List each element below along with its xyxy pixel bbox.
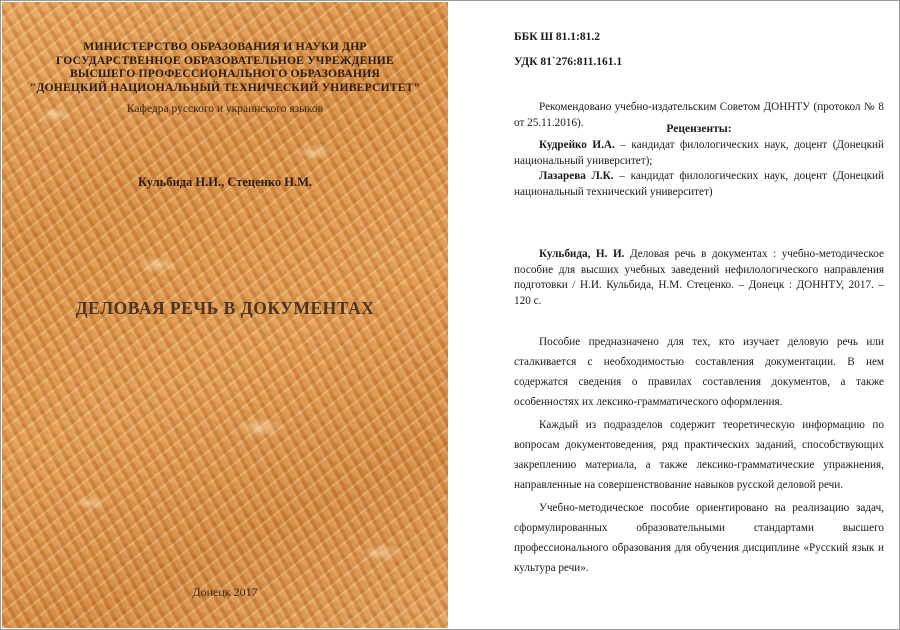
annotation-paragraph: Каждый из подразделов содержит теоретическую информацию по вопросам документоведения, ряд практических заданий, способствующих закреплению материала, а также лексико-грамматические упражнения, направленные на совершенствование навыков русской деловой речи. — [514, 419, 884, 491]
reviewers-heading: Рецензенты: — [666, 123, 732, 135]
bibliographic-record — [514, 247, 884, 309]
recommendation-note: Рекомендовано учебно-издательским Советом ДОННТУ (протокол № 8 от 25.11.2016). — [514, 101, 884, 129]
ministry-line: ВЫСШЕГО ПРОФЕССИОНАЛЬНОГО ОБРАЗОВАНИЯ — [69, 67, 381, 80]
department: Кафедра русского и украинского языков — [126, 103, 324, 115]
annotation-paragraph: Пособие предназначено для тех, кто изучает деловую речь или сталкивается с необходимостью составления документации. В нем содержатся сведения о правилах составления документов, а также особенностях их лексико-грамматического оформления. — [514, 336, 884, 408]
biblio-text: Деловая речь в документах : учебно-методическое пособие для высших учебных заведений нефилологического направления подготовки / Н.И. Кульбида, Н.М. Стеценко. – Донецк : ДОННТУ, 2017. – 120 с. — [514, 248, 884, 307]
reviewer-entry — [514, 169, 884, 200]
city-year: Донецк 2017 — [192, 585, 258, 599]
reviewer-name: Лазарева Л.К. — [539, 170, 614, 182]
reviewer-details: – кандидат филологических наук, доцент (Донецкий национальный технический университет) — [514, 170, 885, 198]
book-title: ДЕЛОВАЯ РЕЧЬ В ДОКУМЕНТАХ — [75, 298, 375, 318]
ministry-line: "ДОНЕЦКИЙ НАЦИОНАЛЬНЫЙ ТЕХНИЧЕСКИЙ УНИВЕРСИТЕТ" — [29, 80, 421, 94]
ministry-line: МИНИСТЕРСТВО ОБРАЗОВАНИЯ И НАУКИ ДНР — [83, 40, 367, 53]
reviewer-details: – кандидат филологических наук, доцент (Донецкий национальный университет); — [514, 139, 884, 167]
ministry-header — [2, 40, 448, 94]
cover-authors: Кульбида Н.И., Стеценко Н.М. — [137, 175, 313, 189]
annotation — [514, 332, 884, 581]
book-cover — [2, 2, 448, 628]
bbk-code: ББК Ш 81.1:81.2 — [514, 31, 601, 43]
ministry-line: ГОСУДАРСТВЕННОЕ ОБРАЗОВАТЕЛЬНОЕ УЧРЕЖДЕНИЕ — [56, 53, 394, 67]
reviewer-entry — [514, 138, 884, 169]
imprint-page — [452, 2, 898, 628]
reviewer-name: Кудрейко И.А. — [539, 139, 615, 151]
annotation-paragraph: Учебно-методическое пособие ориентировано на реализацию задач, сформулированных образовательными стандартами высшего профессионального образования для обучения дисциплине «Русский язык и культура речи». — [514, 502, 884, 574]
biblio-author: Кульбида, Н. И. — [539, 248, 625, 260]
udk-code: УДК 81`276:811.161.1 — [514, 56, 623, 68]
